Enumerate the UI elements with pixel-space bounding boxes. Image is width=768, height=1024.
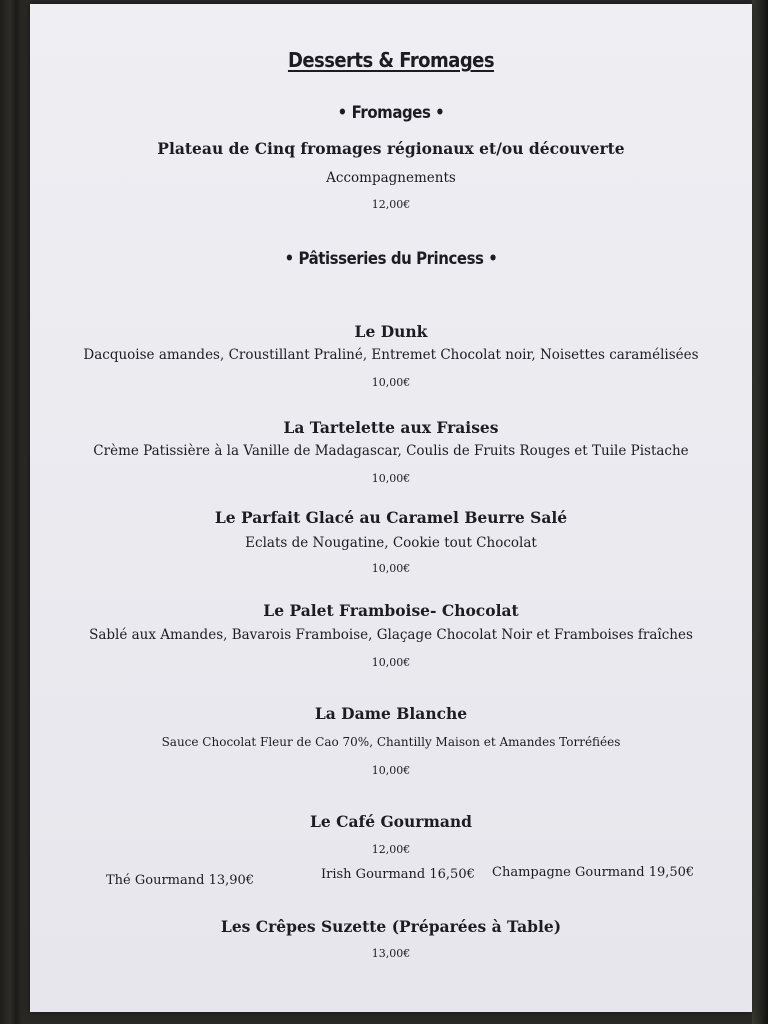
cafe-variant-champagne: Champagne Gourmand 19,50€: [492, 865, 695, 880]
dessert-description-tartelette: Crème Patissière à la Vanille de Madagascar, Coulis de Fruits Rouges et Tuile Pistache: [93, 443, 689, 459]
cheese-platter-price: 12,00€: [371, 198, 411, 211]
dessert-description-palet: Sablé aux Amandes, Bavarois Framboise, Glaçage Chocolat Noir et Framboises fraîches: [89, 627, 693, 643]
dessert-price-dunk: 10,00€: [371, 376, 411, 389]
dessert-description-parfait: Eclats de Nougatine, Cookie tout Chocolat: [245, 535, 537, 551]
menu-title: Desserts & Fromages: [287, 48, 495, 72]
dessert-description-dunk: Dacquoise amandes, Croustillant Praliné, Entremet Chocolat noir, Noisettes caramélisées: [83, 347, 699, 363]
dessert-name-dunk: Le Dunk: [354, 322, 428, 341]
dessert-name-dame-blanche: La Dame Blanche: [314, 704, 468, 723]
cafe-gourmand-price: 12,00€: [371, 843, 411, 856]
cheese-platter-name: Plateau de Cinq fromages régionaux et/ou découverte: [157, 139, 625, 158]
cafe-variant-the: Thé Gourmand 13,90€: [106, 873, 255, 888]
menu-page: [30, 4, 752, 1012]
dessert-description-dame-blanche: Sauce Chocolat Fleur de Cao 70%, Chantilly Maison et Amandes Torréfiées: [161, 735, 621, 749]
crepes-suzette-name: Les Crêpes Suzette (Préparées à Table): [220, 917, 562, 936]
dessert-name-tartelette: La Tartelette aux Fraises: [283, 418, 499, 437]
cafe-gourmand-name: Le Café Gourmand: [309, 812, 473, 831]
section-heading-fromages: • Fromages •: [337, 103, 445, 123]
dessert-name-palet: Le Palet Framboise- Chocolat: [263, 601, 519, 620]
dessert-price-dame-blanche: 10,00€: [371, 764, 411, 777]
dessert-price-tartelette: 10,00€: [371, 472, 411, 485]
cheese-platter-description: Accompagnements: [326, 170, 456, 186]
section-heading-patisseries: • Pâtisseries du Princess •: [284, 249, 498, 269]
menu-sleeve-edge: [752, 0, 768, 1024]
crepes-suzette-price: 13,00€: [371, 947, 411, 960]
dessert-name-parfait: Le Parfait Glacé au Caramel Beurre Salé: [214, 508, 568, 527]
cafe-variant-irish: Irish Gourmand 16,50€: [321, 867, 475, 882]
dessert-price-parfait: 10,00€: [371, 562, 411, 575]
dessert-price-palet: 10,00€: [371, 656, 411, 669]
